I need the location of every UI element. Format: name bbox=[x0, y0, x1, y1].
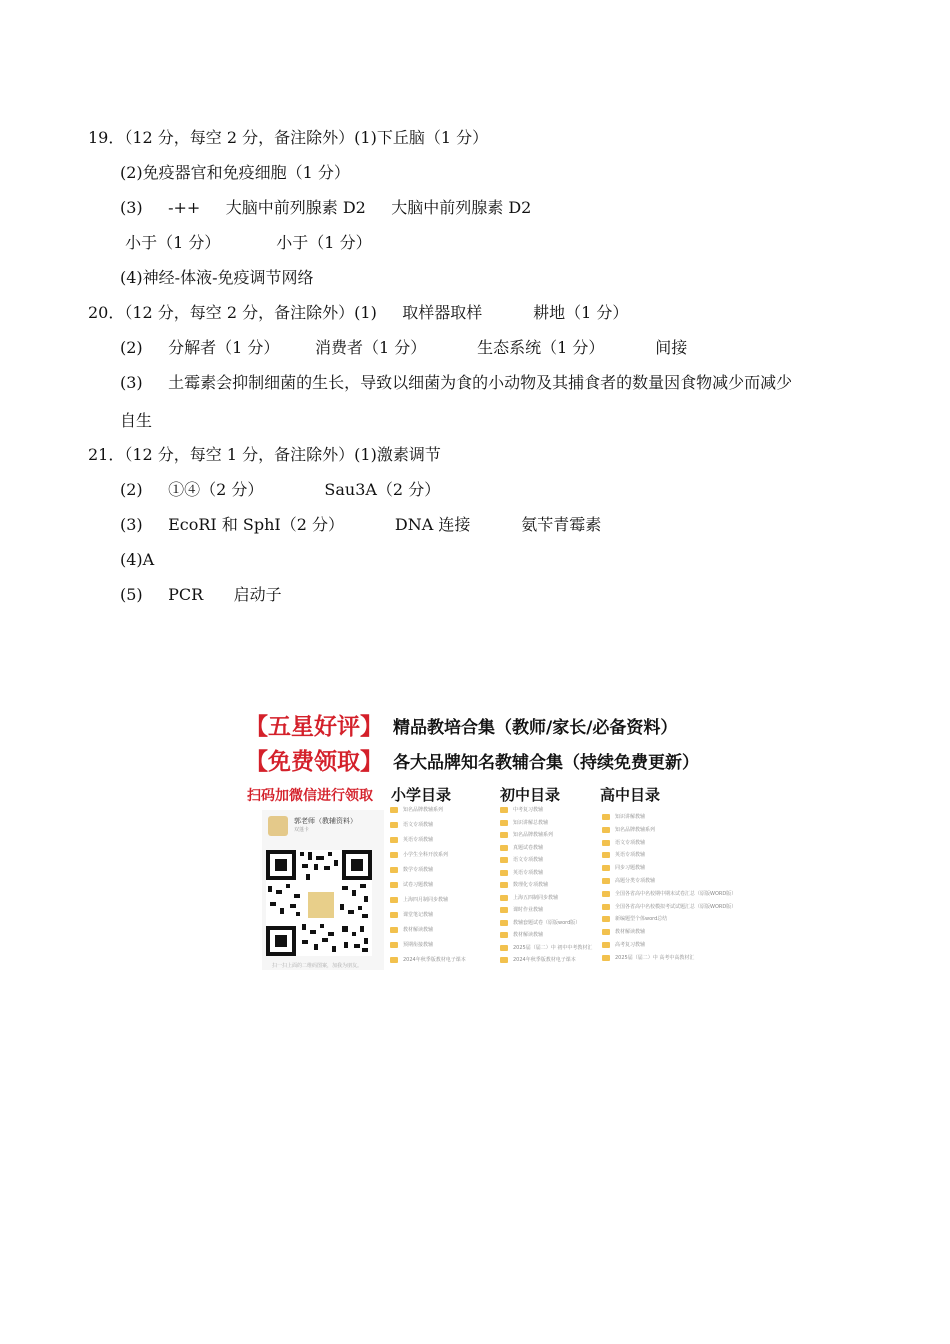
folder-icon bbox=[602, 865, 610, 871]
folder-icon bbox=[500, 870, 508, 876]
folder-icon bbox=[390, 837, 398, 843]
folder-icon bbox=[390, 882, 398, 888]
folder-icon bbox=[390, 957, 398, 963]
folder-icon bbox=[500, 957, 508, 963]
qr-finder-top-right bbox=[342, 850, 372, 880]
answer-line-20: 20．（12 分，每空 2 分，备注除外）(1) 取样器取样 耕地（1 分） bbox=[88, 303, 629, 322]
answer-line-19-3b: 小于（1 分） 小于（1 分） bbox=[120, 233, 372, 252]
qr-code[interactable] bbox=[266, 850, 372, 956]
scan-prompt: 扫码加微信进行领取 bbox=[247, 788, 373, 804]
folder-icon bbox=[602, 814, 610, 820]
folder-icon bbox=[602, 840, 610, 846]
answer-line-20-2: (2) 分解者（1 分） 消费者（1 分） 生态系统（1 分） 间接 bbox=[120, 338, 688, 357]
folder-icon bbox=[500, 857, 508, 863]
folder-icon bbox=[500, 882, 508, 888]
folder-icon bbox=[500, 932, 508, 938]
card-footer: 扫一扫上面的二维码图案，加我为朋友。 bbox=[272, 963, 363, 969]
answer-line-21-2: (2) ①④（2 分） Sau3A（2 分） bbox=[120, 480, 441, 499]
promo-headline-1-black: 精品教培合集（教师/家长/必备资料） bbox=[393, 718, 678, 738]
folder-icon bbox=[390, 822, 398, 828]
folder-icon bbox=[390, 852, 398, 858]
answer-line-20-3b: 自生 bbox=[120, 411, 153, 430]
column-title-high: 高中目录 bbox=[600, 786, 661, 804]
qr-finder-top-left bbox=[266, 850, 296, 880]
folder-icon bbox=[602, 955, 610, 961]
folder-icon bbox=[390, 867, 398, 873]
answer-line-20-3: (3) 土霉素会抑制细菌的生长，导致以细菌为食的小动物及其捕食者的数量因食物减少而减少 bbox=[120, 373, 793, 392]
answer-line-19-4: (4)神经-体液-免疫调节网络 bbox=[120, 268, 314, 287]
answer-line-21: 21．（12 分，每空 1 分，备注除外）(1)激素调节 bbox=[88, 445, 441, 464]
folder-icon bbox=[500, 845, 508, 851]
qr-finder-bottom-left bbox=[266, 926, 296, 956]
column-title-middle: 初中目录 bbox=[500, 786, 561, 804]
avatar bbox=[268, 816, 288, 836]
promo-headline-2-black: 各大品牌知名教辅合集（持续免费更新） bbox=[393, 753, 699, 773]
answer-line-21-3: (3) EcoRI 和 SphI（2 分） DNA 连接 氨苄青霉素 bbox=[120, 515, 602, 534]
folder-icon bbox=[602, 878, 610, 884]
answer-line-19-3: (3) -++ 大脑中前列腺素 D2 大脑中前列腺素 D2 bbox=[120, 198, 532, 217]
folder-icon bbox=[500, 945, 508, 951]
promo-headline-1-red: 【五星好评】 bbox=[245, 714, 383, 740]
promo-headline-2-red: 【免费领取】 bbox=[245, 749, 383, 775]
folder-icon bbox=[500, 907, 508, 913]
folder-icon bbox=[500, 895, 508, 901]
answer-line-21-4: (4)A bbox=[120, 550, 155, 569]
folder-icon bbox=[602, 942, 610, 948]
folder-icon bbox=[390, 897, 398, 903]
folder-icon bbox=[500, 820, 508, 826]
folder-icon bbox=[390, 912, 398, 918]
card-name: 郭老师（教辅资料） bbox=[294, 817, 357, 825]
folder-icon bbox=[602, 904, 610, 910]
folder-icon bbox=[390, 942, 398, 948]
folder-icon bbox=[602, 891, 610, 897]
folder-icon bbox=[500, 920, 508, 926]
folder-icon bbox=[602, 852, 610, 858]
card-subtitle: 双蓬卡 bbox=[294, 827, 310, 833]
folder-icon bbox=[602, 916, 610, 922]
wechat-card bbox=[262, 810, 384, 970]
folder-icon bbox=[390, 807, 398, 813]
column-title-primary: 小学目录 bbox=[391, 786, 452, 804]
folder-icon bbox=[390, 927, 398, 933]
folder-icon bbox=[602, 827, 610, 833]
answer-line-19: 19．（12 分，每空 2 分，备注除外）(1)下丘脑（1 分） bbox=[88, 128, 489, 147]
folder-icon bbox=[602, 929, 610, 935]
qr-center-avatar bbox=[306, 890, 336, 920]
answer-line-19-2: (2)免疫器官和免疫细胞（1 分） bbox=[120, 163, 350, 182]
answer-line-21-5: (5) PCR 启动子 bbox=[120, 585, 282, 604]
folder-icon bbox=[500, 832, 508, 838]
folder-icon bbox=[500, 807, 508, 813]
